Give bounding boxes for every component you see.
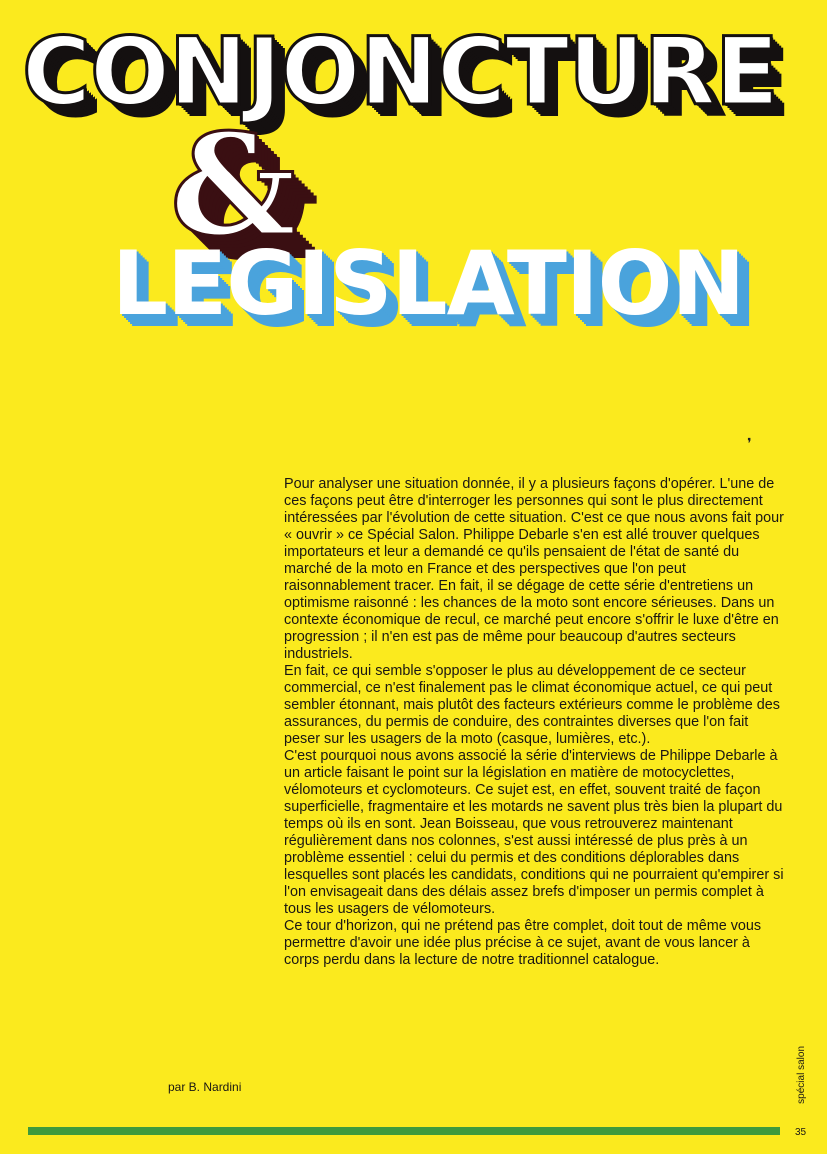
- article-paragraph: En fait, ce qui semble s'opposer le plus au développement de ce secteur commercial, ce n'est finalement pas le climat économique actuel, ce qui peut sembler étonnant, mais plutôt des facteurs extérieurs comme le problème des assurances, du permis de conduire, des contraintes diverses que l'on fait peser sur les usagers de la moto (casque, lumières, etc.).: [284, 663, 780, 747]
- page-number: 35: [795, 1127, 807, 1138]
- print-mark-icon: ❜: [747, 436, 752, 452]
- title-ampersand: &: [170, 104, 297, 268]
- author-byline: par B. Nardini: [168, 1080, 242, 1094]
- article-paragraph: Ce tour d'horizon, qui ne prétend pas être complet, doit tout de même vous permettre d'avoir une idée plus précise à ce sujet, avant de vous lancer à corps perdu dans la lecture de notre traditionnel catalogue.: [284, 918, 762, 968]
- footer-rule: [28, 1127, 780, 1135]
- article-paragraph: C'est pourquoi nous avons associé la série d'interviews de Philippe Debarle à un article faisant le point sur la législation en matière de motocyclettes, vélomoteurs et cyclomoteurs. Ce sujet est, en effet, souvent traité de façon superficielle, fragmentaire et les motards ne savent plus très bien la plupart du temps où ils en sont. Jean Boisseau, que vous retrouverez maintenant régulièrement dans nos colonnes, s'est aussi intéressé de plus près à un problème essentiel : celui du permis et des conditions déplorables dans lesquelles sont placés les candidats, conditions qui ne pourraient qu'empirer si l'on envisageait dans des délais assez brefs d'imposer un permis complet à tous les usagers de vélomoteurs.: [284, 748, 784, 917]
- title-conjoncture: CONJONCTURE: [22, 18, 779, 127]
- section-label: spécial salon: [796, 1046, 807, 1104]
- article-body: [284, 476, 788, 969]
- title-legislation: LEGISLATION: [112, 232, 745, 335]
- article-paragraph: Pour analyser une situation donnée, il y a plusieurs façons d'opérer. L'une de ces façons peut être d'interroger les personnes qui sont le plus directement intéressées par l'évolution de cette situation. C'est ce que nous avons fait pour « ouvrir » ce Spécial Salon. Philippe Debarle s'en est allé trouver quelques importateurs et leur a demandé ce qu'ils pensaient de l'état de santé du marché de la moto en France et des perspectives que l'on peut raisonnablement tracer. En fait, il se dégage de cette série d'entretiens un optimisme raisonné : les chances de la moto sont encore sérieuses. Dans un contexte économique de recul, ce marché peut encore s'offrir le luxe d'être en progression ; il n'en est pas de même pour beaucoup d'autres secteurs industriels.: [284, 476, 784, 662]
